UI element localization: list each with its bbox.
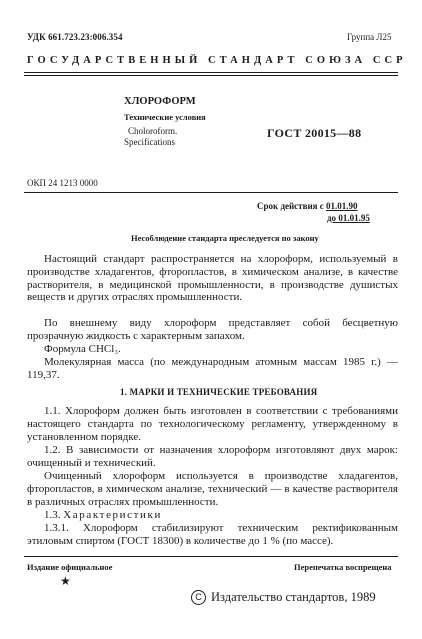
paragraph-molar-mass <box>27 356 398 382</box>
paragraph-1-3-number: 1.3. <box>44 509 64 521</box>
official-edition: Издание официальное <box>27 562 113 572</box>
paragraph-1-3-1-text: 1.3.1. Хлороформ стабилизируют техническим ректификованным этиловым спиртом (ГОСТ 18300) в количестве до 1 % (по массе). <box>27 522 398 547</box>
copyright <box>191 590 376 605</box>
validity-until-date: 01.01.95 <box>338 213 370 223</box>
group-code: Группа Л25 <box>347 32 392 42</box>
star-icon: ★ <box>60 574 71 588</box>
formula-value: CHCl₃. <box>88 343 121 355</box>
paragraph-formula <box>27 343 398 356</box>
copyright-icon: C <box>191 590 206 605</box>
paragraph-appearance-text: По внешнему виду хлороформ представляет собой бесцветную прозрачную жидкость с характерным запахом. <box>27 317 398 342</box>
english-subtitle: Specifications <box>124 137 175 147</box>
paragraph-1-2-text: 1.2. В зависимости от назначения хлороформ изготовляют двух марок: очищенный и технический. <box>27 444 398 469</box>
validity-until-label: до <box>327 213 339 223</box>
paragraph-1-2 <box>27 444 398 470</box>
paragraph-1-1 <box>27 405 398 443</box>
validity-from-date: 01.01.90 <box>326 201 358 211</box>
okp-rule <box>24 192 398 193</box>
validity-label: Срок действия с <box>257 201 326 211</box>
paragraph-scope-text: Настоящий стандарт распространяется на хлороформ, используемый в производстве хладагентов, фторопластов, в химическом анализе, в качестве растворителя, в медицинской промышленности, в производстве душистых веществ и других отраслях промышленности. <box>27 253 398 304</box>
legal-warning: Несоблюдение стандарта преследуется по закону <box>131 233 319 243</box>
paragraph-1-3 <box>27 509 398 522</box>
paragraph-usage-text: Очищенный хлороформ используется в производстве хладагентов, фторопластов, в химическом анализе, технический — в качестве растворителя в различных отраслях промышленности. <box>27 470 398 508</box>
validity-from <box>257 201 358 211</box>
document-subtitle: Технические условия <box>124 112 206 122</box>
paragraph-usage <box>27 470 398 508</box>
paragraph-appearance <box>27 317 398 343</box>
paragraph-1-1-text: 1.1. Хлороформ должен быть изготовлен в соответствии с требованиями настоящего стандарта по технологическому регламенту, утвержденному в установленном порядке. <box>27 405 398 443</box>
paragraph-scope <box>27 253 398 304</box>
validity-until <box>327 213 370 223</box>
standard-heading: ГОСУДАРСТВЕННЫЙ СТАНДАРТ СОЮЗА ССР <box>27 55 407 66</box>
header-rule-thin <box>24 75 398 76</box>
paragraph-molar-mass-text: Молекулярная масса (по международным атомным массам 1985 г.) — 119,37. <box>27 356 398 381</box>
copyright-text: Издательство стандартов, 1989 <box>211 590 376 604</box>
formula-label: Формула <box>44 343 89 355</box>
paragraph-1-3-1 <box>27 522 398 548</box>
reprint-notice: Перепечатка воспрещена <box>294 562 392 572</box>
udk-code: УДК 661.723.23:006.354 <box>27 32 123 42</box>
english-title: Choloroform. <box>128 126 178 136</box>
document-title: ХЛОРОФОРМ <box>124 96 196 107</box>
header-rule <box>24 72 398 73</box>
footer-rule <box>24 556 398 557</box>
gost-number: ГОСТ 20015—88 <box>267 126 362 140</box>
okp-code: ОКП 24 1213 0000 <box>27 178 98 188</box>
paragraph-1-3-title: Характеристики <box>63 509 162 521</box>
section-heading: 1. МАРКИ И ТЕХНИЧЕСКИЕ ТРЕБОВАНИЯ <box>120 387 318 397</box>
